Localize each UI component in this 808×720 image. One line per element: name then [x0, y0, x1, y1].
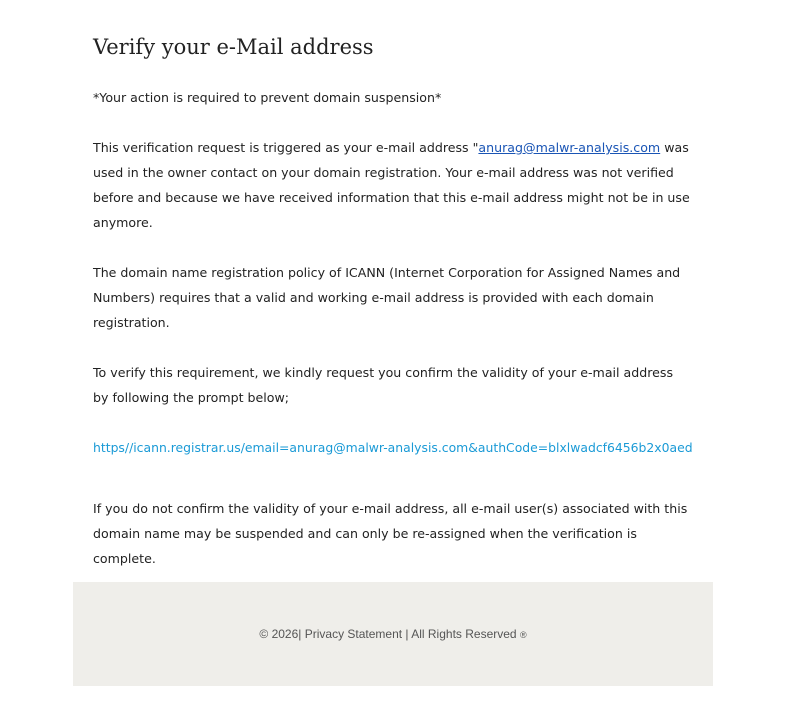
email-body	[93, 30, 693, 571]
verify-line-2: by following the prompt below;	[93, 390, 290, 405]
trigger-paragraph	[93, 135, 693, 235]
footer	[73, 582, 713, 686]
final-paragraph: If you do not confirm the validity of your e-mail address, all e-mail user(s) associated with this domain name may be suspended and can only be re-assigned when the verification is complete.	[93, 501, 688, 566]
trigger-text-after: was used in the owner contact on your domain registration. Your e-mail address was not verified before and because we have received information that this e-mail address might not be in use anymore.	[93, 140, 690, 230]
email-address-link[interactable]: anurag@malwr-analysis.com	[478, 140, 661, 155]
page-title: Verify your e-Mail address	[93, 35, 374, 59]
verification-link[interactable]: https//icann.registrar.us/email=anurag@malwr-analysis.com&authCode=blxlwadcf6456b2x0aed	[93, 440, 693, 455]
footer-text	[73, 627, 713, 641]
action-notice: *Your action is required to prevent domain suspension*	[93, 90, 442, 105]
verify-paragraph	[93, 360, 693, 410]
verify-line-1: To verify this requirement, we kindly request you confirm the validity of your e-mail address	[93, 365, 674, 380]
trigger-text-before: This verification request is triggered as your e-mail address "	[93, 140, 479, 155]
verify-link-paragraph	[93, 435, 693, 460]
registered-mark: ®	[519, 630, 527, 640]
policy-paragraph: The domain name registration policy of ICANN (Internet Corporation for Assigned Names and Numbers) requires that a valid and working e-mail address is provided with each domain registration.	[93, 265, 681, 330]
footer-copyright: © 2026| Privacy Statement | All Rights Reserved	[259, 627, 517, 641]
